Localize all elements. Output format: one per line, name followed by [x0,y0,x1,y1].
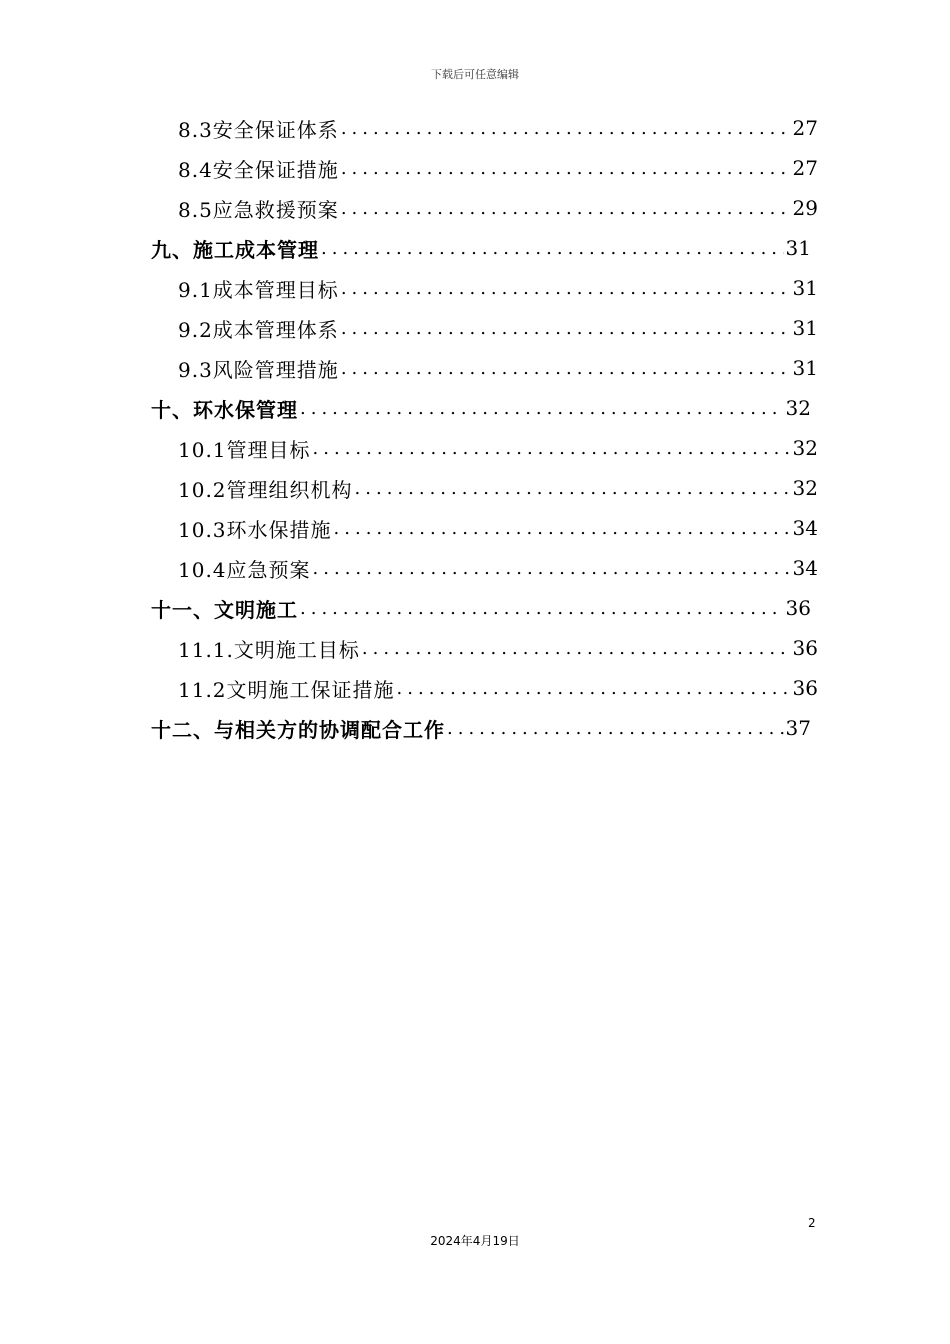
toc-entry[interactable] [178,468,818,508]
toc-entry-page: 36 [792,676,818,700]
toc-entry-page: 36 [792,636,818,660]
toc-chapter-entry[interactable] [151,388,811,428]
toc-entry-page: 34 [792,516,818,540]
toc-entry[interactable] [178,308,818,348]
page-number: 2 [808,1216,816,1230]
toc-entry-page: 36 [785,596,811,620]
toc-leader-dots [313,438,791,459]
page-header: 下载后可任意编辑 [431,68,519,81]
toc-entry-label: 十、环水保管理 [151,397,298,422]
toc-chapter-entry[interactable] [151,708,811,748]
toc-leader-dots [341,198,791,219]
toc-leader-dots [355,478,791,499]
toc-entry-label: 10.2管理组织机构 [178,477,353,502]
toc-entry-page: 31 [792,356,818,380]
toc-entry-page: 27 [792,156,818,180]
toc-leader-dots [300,398,784,419]
toc-entry-label: 8.3安全保证体系 [178,117,339,142]
toc-leader-dots [321,238,784,259]
toc-entry-label: 8.5应急救援预案 [178,197,339,222]
toc-entry-page: 29 [792,196,818,220]
toc-entry-label: 10.1管理目标 [178,437,311,462]
toc-leader-dots [300,598,784,619]
toc-entry-page: 32 [792,476,818,500]
toc-entry-page: 31 [792,276,818,300]
toc-leader-dots [362,638,791,659]
toc-entry-label: 九、施工成本管理 [151,237,319,262]
toc-entry[interactable] [178,548,818,588]
toc-leader-dots [397,678,791,699]
toc-entry-label: 9.2成本管理体系 [178,317,339,342]
toc-leader-dots [341,358,791,379]
toc-entry-label: 11.1.文明施工目标 [178,637,360,662]
toc-leader-dots [447,718,784,739]
toc-entry[interactable] [178,508,818,548]
toc-entry[interactable] [178,268,818,308]
toc-entry-page: 31 [792,316,818,340]
toc-entry-page: 31 [785,236,811,260]
toc-leader-dots [341,118,791,139]
toc-entry-page: 32 [785,396,811,420]
toc-entry-label: 9.1成本管理目标 [178,277,339,302]
toc-entry-page: 32 [792,436,818,460]
toc-leader-dots [341,318,791,339]
toc-entry-page: 27 [792,116,818,140]
toc-entry-label: 8.4安全保证措施 [178,157,339,182]
toc-leader-dots [334,518,791,539]
toc-entry-label: 十一、文明施工 [151,597,298,622]
toc-entry[interactable] [178,348,818,388]
toc-entry[interactable] [178,108,818,148]
toc-entry-page: 37 [785,716,811,740]
toc-entry-label: 10.3环水保措施 [178,517,332,542]
toc-entry-page: 34 [792,556,818,580]
toc-leader-dots [313,558,791,579]
toc-leader-dots [341,278,791,299]
toc-entry-label: 11.2文明施工保证措施 [178,677,395,702]
toc-entry[interactable] [178,428,818,468]
toc-entry[interactable] [178,148,818,188]
footer-date: 2024年4月19日 [430,1234,520,1248]
toc-entry[interactable] [178,628,818,668]
toc-chapter-entry[interactable] [151,588,811,628]
toc-entry-label: 十二、与相关方的协调配合工作 [151,717,445,742]
toc-entry[interactable] [178,188,818,228]
toc-leader-dots [341,158,791,179]
toc-entry-label: 9.3风险管理措施 [178,357,339,382]
toc-entry-label: 10.4应急预案 [178,557,311,582]
toc-entry[interactable] [178,668,818,708]
toc-chapter-entry[interactable] [151,228,811,268]
